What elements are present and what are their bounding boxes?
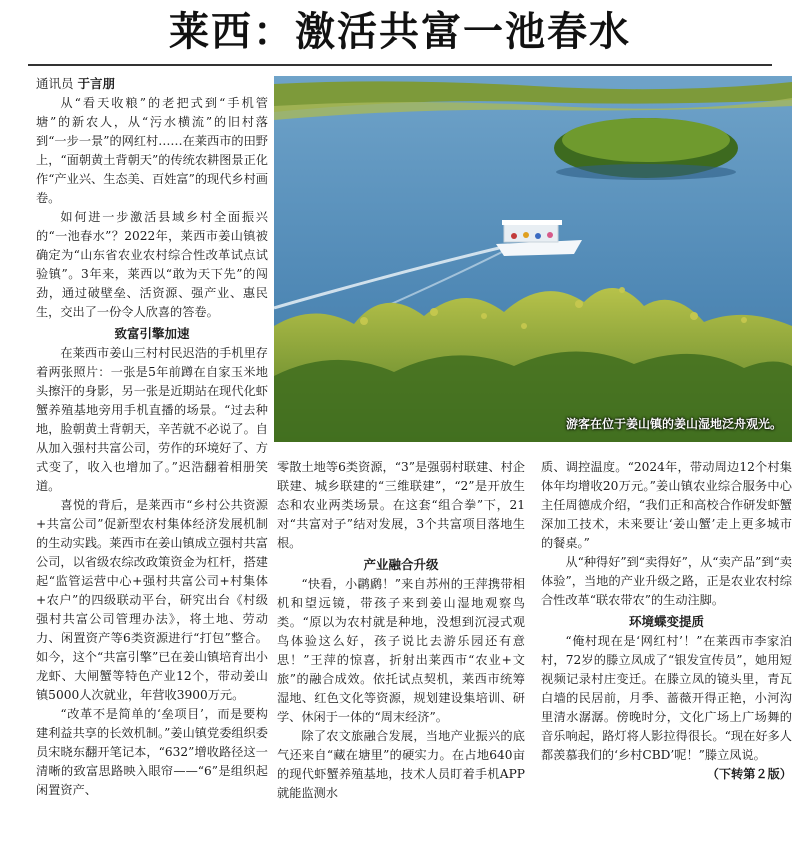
paragraph: “快看，小䴙䴘！”来自苏州的王萍携带相机和望远镜，带孩子来到姜山湿地观察鸟类。“原以为农村就是种地，没想到沉浸式观鸟体验这么好，孩子说比去游乐园还有意思！”王萍的惊喜，折射出莱西市“农业+文旅”的融合成效。依托试点契机，莱西市统筹湿地、红色文化等资源，规划建设集培训、研学、休闲于一体的“周末经济”。 — [277, 577, 525, 724]
paragraph-text: “俺村现在是‘网红村’！”在莱西市李家泊村，72岁的滕立凤成了“银发宣传员”，她用短视频记录村庄变迁。在滕立凤的镜头里，青瓦白墙的民居前，月季、蔷薇开得正艳，小河沟里清水潺潺。傍晚时分，文化广场上广场舞的音乐响起，路灯将人影拉得很长。“现在好多人都羡慕我们的‘乡村CBD’呢！”滕立凤说。 — [541, 634, 792, 762]
paragraph: 在莱西市姜山三村村民迟浩的手机里存着两张照片：一张是5年前蹲在自家玉米地头擦汗的身影，另一张是近期站在现代化虾蟹养殖基地旁用手机直播的场景。“过去种地，脸朝黄土背朝天，辛苦就不必说了。自从加入强村共富公司，劳作的环境好了、方式变了，收入也增加了。”迟浩翻着相册笑道。 — [36, 346, 268, 493]
column-1 — [36, 74, 268, 800]
wetland-boat-image — [274, 76, 792, 442]
section-heading: 环境蝶变提质 — [628, 614, 704, 629]
wetland-photo — [274, 76, 792, 442]
section-heading: 产业融合升级 — [363, 557, 439, 572]
paragraph: 从“看天收粮”的老把式到“手机管塘”的新农人，从“污水横流”的旧村落到“一步一景”的网红村……在莱西市的田野上，“面朝黄土背朝天”的传统农耕图景正化作“产业兴、生态美、百姓富”的现代乡村画卷。 — [36, 96, 268, 205]
section-heading: 致富引擎加速 — [114, 326, 190, 341]
column-3 — [541, 458, 792, 784]
photo-caption: 游客在位于姜山镇的姜山湿地泛舟观光。 — [565, 417, 782, 431]
paragraph: “改革不是简单的‘垒项目’，而是要构建利益共享的长效机制。”姜山镇党委组织委员宋晓东翻开笔记本，“632”增收路径这一清晰的致富思路映入眼帘——“6”是组织起闲置资产、 — [36, 707, 268, 797]
paragraph: 零散土地等6类资源，“3”是强弱村联建、村企联建、城乡联建的“三维联建”，“2”是开放生态和农业两类场景。在这套“组合拳”下，21对“共富对子”结对发展，3个共富项目落地生根。 — [277, 460, 525, 550]
headline-rule — [28, 64, 772, 66]
paragraph: 喜悦的背后，是莱西市“乡村公共资源+共富公司”促新型农村集体经济发展机制的生动实践。莱西市在姜山镇成立强村共富公司，以省级农综改政策资金为杠杆，搭建起“监管运营中心+强村共富公司+村集体+农户”的四级联动平台，研究出台《村级强村共富公司管理办法》，将土地、劳动力、闲置资产等6类资源进行“打包”整合。如今，这个“共富引擎”已在姜山镇培育出小龙虾、大闸蟹等特色产业12个，带动姜山镇5000人次就业，年营收3900万元。 — [36, 498, 268, 702]
column-2 — [277, 458, 525, 803]
paragraph: 从“种得好”到“卖得好”，从“卖产品”到“卖体验”，当地的产业升级之路，正是农业农村综合性改革“联农带农”的生动注脚。 — [541, 555, 792, 607]
paragraph: 如何进一步激活县域乡村全面振兴的“一池春水”？2022年，莱西市姜山镇被确定为“山东省农业农村综合性改革试点试验镇”。3年来，莱西以“敢为天下先”的闯劲，通过破壁垒、活资源、强产业、惠民生，交出了一份令人欣喜的答卷。 — [36, 210, 268, 319]
paragraph — [541, 632, 792, 781]
byline-author: 于言朋 — [77, 76, 116, 91]
paragraph: 除了农文旅融合发展，当地产业振兴的底气还来自“藏在塘里”的硬实力。在占地640亩的现代虾蟹养殖基地，技术人员盯着手机APP就能监测水 — [277, 729, 525, 800]
headline: 莱西：激活共富一池春水 — [169, 9, 631, 55]
byline-label: 通讯员 — [36, 76, 74, 91]
byline — [36, 74, 268, 93]
paragraph: 质、调控温度。“2024年，带动周边12个村集体年均增收20万元。”姜山镇农业综合服务中心主任周德成介绍，“我们正和高校合作研发虾蟹深加工技术，未来要让‘姜山蟹’走上更多城市的餐桌。” — [541, 460, 792, 550]
continued-note: （下转第２版） — [706, 767, 792, 781]
